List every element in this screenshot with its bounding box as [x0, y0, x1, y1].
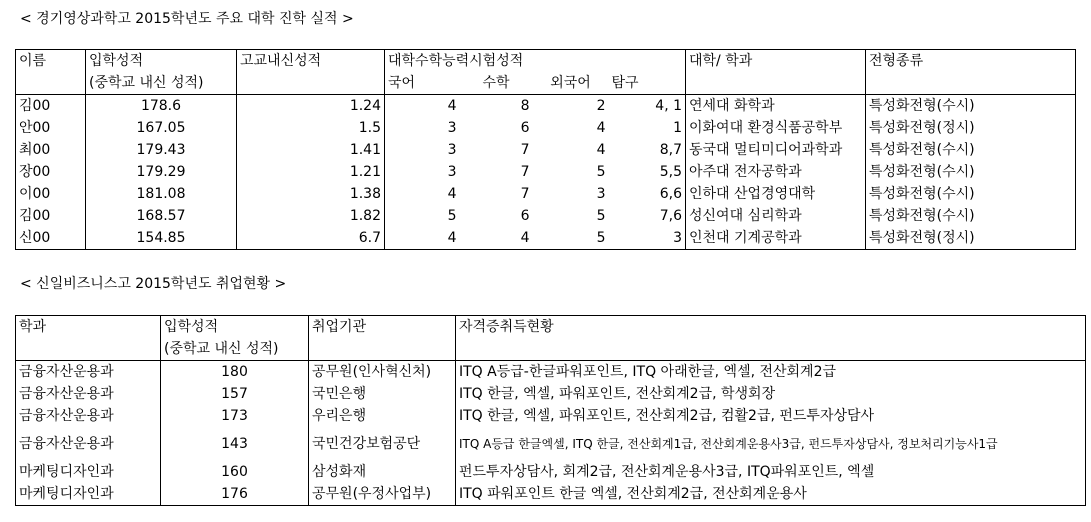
- cell-inquiry: 6,6: [659, 186, 682, 202]
- cell-admission: 176: [161, 483, 309, 506]
- cell-english: 3: [596, 186, 606, 202]
- cell-math: 8: [520, 98, 530, 114]
- cell-employer: 공무원(우정사업부): [309, 483, 456, 506]
- cell-univ: 성신여대 심리학과: [686, 205, 866, 227]
- cell-gpa: 1.5: [237, 117, 385, 139]
- cell-math: 6: [520, 120, 530, 136]
- cell-dept: 마케팅디자인과: [19, 464, 114, 480]
- header-korean: 국어: [385, 72, 460, 95]
- cell-gpa: 1.41: [237, 139, 385, 161]
- cell-inquiry: 1: [673, 120, 682, 136]
- table-row: [16, 383, 1086, 405]
- cell-inquiry: 3: [673, 230, 682, 246]
- table-row: [16, 183, 1076, 205]
- cell-certs: ITQ 파워포인트 한글 엑셀, 전산회계2급, 전산회계운용사: [456, 483, 1086, 506]
- cell-admission: 178.6: [86, 95, 237, 118]
- cell-gpa: 1.24: [237, 95, 385, 118]
- cell-type: 특성화전형(정시): [866, 227, 1076, 250]
- cell-dept: 마케팅디자인과: [19, 486, 114, 502]
- cell-english: 5: [596, 208, 606, 224]
- cell-dept: 금융자산운용과: [19, 386, 114, 402]
- cell-english: 2: [596, 98, 606, 114]
- cell-admission: 168.57: [86, 205, 237, 227]
- cell-admission: 157: [161, 383, 309, 405]
- cell-gpa: 1.21: [237, 161, 385, 183]
- cell-name: 김00: [19, 98, 51, 114]
- table-row: [16, 139, 1076, 161]
- cell-korean: 4: [385, 227, 460, 250]
- header-certs: 자격증취득현황: [456, 316, 1086, 339]
- employment-table: [15, 315, 1086, 506]
- table-row: [16, 95, 1076, 118]
- cell-korean: 5: [385, 205, 460, 227]
- header-type: 전형종류: [866, 50, 1076, 73]
- cell-admission: 181.08: [86, 183, 237, 205]
- header-row: [16, 316, 1086, 339]
- cell-univ: 동국대 멀티미디어과학과: [686, 139, 866, 161]
- header-row: [16, 50, 1076, 73]
- header-english: 외국어: [533, 72, 609, 95]
- table-row: [16, 405, 1086, 427]
- header-inquiry: 탐구: [609, 72, 686, 95]
- subheader-row: [16, 338, 1086, 361]
- cell-english: 5: [596, 230, 606, 246]
- cell-name: 장00: [19, 164, 51, 180]
- cell-dept: 금융자산운용과: [19, 436, 114, 452]
- cell-inquiry: 4, 1: [655, 98, 682, 114]
- cell-admission: 154.85: [86, 227, 237, 250]
- cell-employer: 우리은행: [309, 405, 456, 427]
- cell-english: 4: [596, 142, 606, 158]
- cell-math: 7: [520, 186, 530, 202]
- cell-univ: 이화여대 환경식품공학부: [686, 117, 866, 139]
- cell-employer: 국민은행: [309, 383, 456, 405]
- table-row: [16, 117, 1076, 139]
- cell-korean: 3: [385, 117, 460, 139]
- table-row: [16, 205, 1076, 227]
- cell-name: 신00: [19, 230, 51, 246]
- cell-admission: 173: [161, 405, 309, 427]
- cell-dept: 금융자산운용과: [19, 408, 114, 424]
- cell-univ: 인천대 기계공학과: [686, 227, 866, 250]
- cell-math: 7: [520, 142, 530, 158]
- header-employer: 취업기관: [309, 316, 456, 339]
- header-univ: 대학/ 학과: [686, 50, 866, 73]
- table-row: [16, 227, 1076, 250]
- cell-gpa: 1.82: [237, 205, 385, 227]
- subheader-row: [16, 72, 1076, 95]
- table-row: [16, 427, 1086, 461]
- cell-math: 6: [520, 208, 530, 224]
- cell-name: 안00: [19, 120, 51, 136]
- cell-certs: ITQ A등급-한글파워포인트, ITQ 아래한글, 엑셀, 전산회계2급: [456, 361, 1086, 384]
- cell-korean: 3: [385, 139, 460, 161]
- cell-certs: 펀드투자상담사, 회계2급, 전산회계운용사3급, ITQ파워포인트, 엑셀: [456, 461, 1086, 483]
- cell-type: 특성화전형(정시): [866, 117, 1076, 139]
- cell-gpa: 1.38: [237, 183, 385, 205]
- admission-results-table: [15, 49, 1076, 250]
- cell-inquiry: 7,6: [659, 208, 682, 224]
- header-admission-sub: (중학교 내신 성적): [161, 338, 309, 361]
- cell-univ: 아주대 전자공학과: [686, 161, 866, 183]
- cell-type: 특성화전형(수시): [866, 139, 1076, 161]
- table-row: [16, 161, 1076, 183]
- header-name: 이름: [19, 53, 47, 69]
- cell-english: 4: [596, 120, 606, 136]
- header-gpa: 고교내신성적: [237, 50, 385, 73]
- cell-math: 4: [520, 230, 530, 246]
- cell-certs: ITQ A등급 한글엑셀, ITQ 한글, 전산회계1급, 전산회계운용사3급, 펀드투자상담사, 정보처리기능사1급: [456, 427, 1086, 461]
- cell-type: 특성화전형(수시): [866, 205, 1076, 227]
- cell-inquiry: 5,5: [659, 164, 682, 180]
- cell-admission: 179.43: [86, 139, 237, 161]
- cell-univ: 인하대 산업경영대학: [686, 183, 866, 205]
- cell-name: 김00: [19, 208, 51, 224]
- cell-type: 특성화전형(수시): [866, 183, 1076, 205]
- section1-title: < 경기영상과학고 2015학년도 주요 대학 진학 실적 >: [20, 11, 354, 27]
- cell-univ: 연세대 화학과: [686, 95, 866, 118]
- cell-gpa: 6.7: [237, 227, 385, 250]
- table-row: [16, 361, 1086, 384]
- cell-employer: 국민건강보험공단: [309, 427, 456, 461]
- cell-korean: 3: [385, 161, 460, 183]
- cell-name: 이00: [19, 186, 51, 202]
- cell-type: 특성화전형(수시): [866, 161, 1076, 183]
- table-row: [16, 483, 1086, 506]
- cell-inquiry: 8,7: [659, 142, 682, 158]
- cell-dept: 금융자산운용과: [19, 364, 114, 380]
- header-admission: 입학성적: [86, 50, 237, 73]
- header-admission-sub: (중학교 내신 성적): [86, 72, 237, 95]
- cell-admission: 167.05: [86, 117, 237, 139]
- section2-title: < 신일비즈니스고 2015학년도 취업현황 >: [20, 276, 287, 292]
- header-dept: 학과: [19, 319, 47, 335]
- table-row: [16, 461, 1086, 483]
- cell-korean: 4: [385, 95, 460, 118]
- cell-korean: 4: [385, 183, 460, 205]
- cell-name: 최00: [19, 142, 51, 158]
- cell-admission: 180: [161, 361, 309, 384]
- cell-type: 특성화전형(수시): [866, 95, 1076, 118]
- header-math: 수학: [460, 72, 533, 95]
- cell-admission: 143: [161, 427, 309, 461]
- cell-employer: 공무원(인사혁신처): [309, 361, 456, 384]
- cell-english: 5: [596, 164, 606, 180]
- cell-math: 7: [520, 164, 530, 180]
- cell-employer: 삼성화재: [309, 461, 456, 483]
- cell-certs: ITQ 한글, 엑셀, 파워포인트, 전산회계2급, 학생회장: [456, 383, 1086, 405]
- header-csat: 대학수학능력시험성적: [385, 50, 686, 73]
- cell-certs: ITQ 한글, 엑셀, 파워포인트, 전산회계2급, 컴활2급, 펀드투자상담사: [456, 405, 1086, 427]
- header-admission: 입학성적: [161, 316, 309, 339]
- cell-admission: 160: [161, 461, 309, 483]
- cell-admission: 179.29: [86, 161, 237, 183]
